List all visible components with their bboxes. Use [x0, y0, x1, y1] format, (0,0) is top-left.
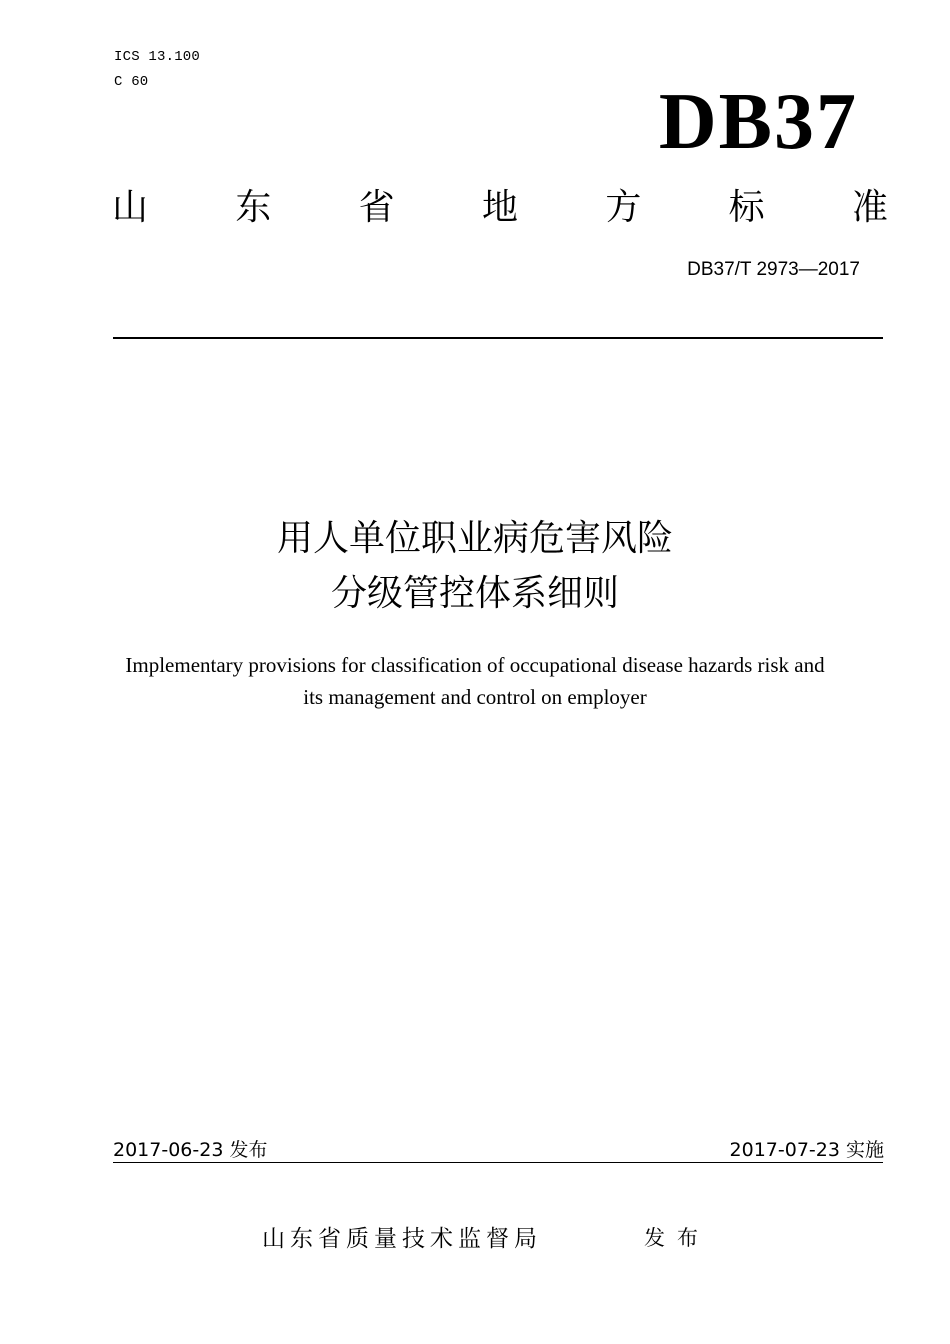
title-char: 地 — [481, 187, 518, 228]
title-char: 标 — [728, 187, 765, 228]
publish-date: 2017-06-23 发布 — [113, 1139, 268, 1161]
issuing-authority: 山东省质量技术监督局 — [262, 1226, 542, 1252]
title-char: 方 — [605, 187, 642, 228]
implement-date: 2017-07-23 实施 — [729, 1139, 884, 1161]
document-title-zh-line2: 分级管控体系细则 — [330, 573, 619, 614]
title-char: 省 — [358, 187, 395, 228]
document-title-zh-line1: 用人单位职业病危害风险 — [276, 518, 673, 559]
title-char: 东 — [235, 187, 272, 228]
issue-label: 发布 — [644, 1226, 710, 1250]
document-title-en-line2: its management and control on employer — [303, 685, 647, 709]
standard-prefix: DB37 — [658, 78, 858, 166]
document-title-en-line1: Implementary provisions for classification of occupational disease hazards risk and — [125, 653, 825, 677]
standard-number: DB37/T 2973—2017 — [687, 259, 860, 280]
footer-divider — [113, 1162, 883, 1163]
title-char: 山 — [112, 187, 149, 228]
standard-category-title — [112, 186, 888, 230]
ccs-code: C 60 — [114, 74, 149, 90]
header-divider — [113, 337, 883, 339]
ics-code: ICS 13.100 — [114, 49, 201, 65]
title-char: 准 — [851, 187, 888, 228]
